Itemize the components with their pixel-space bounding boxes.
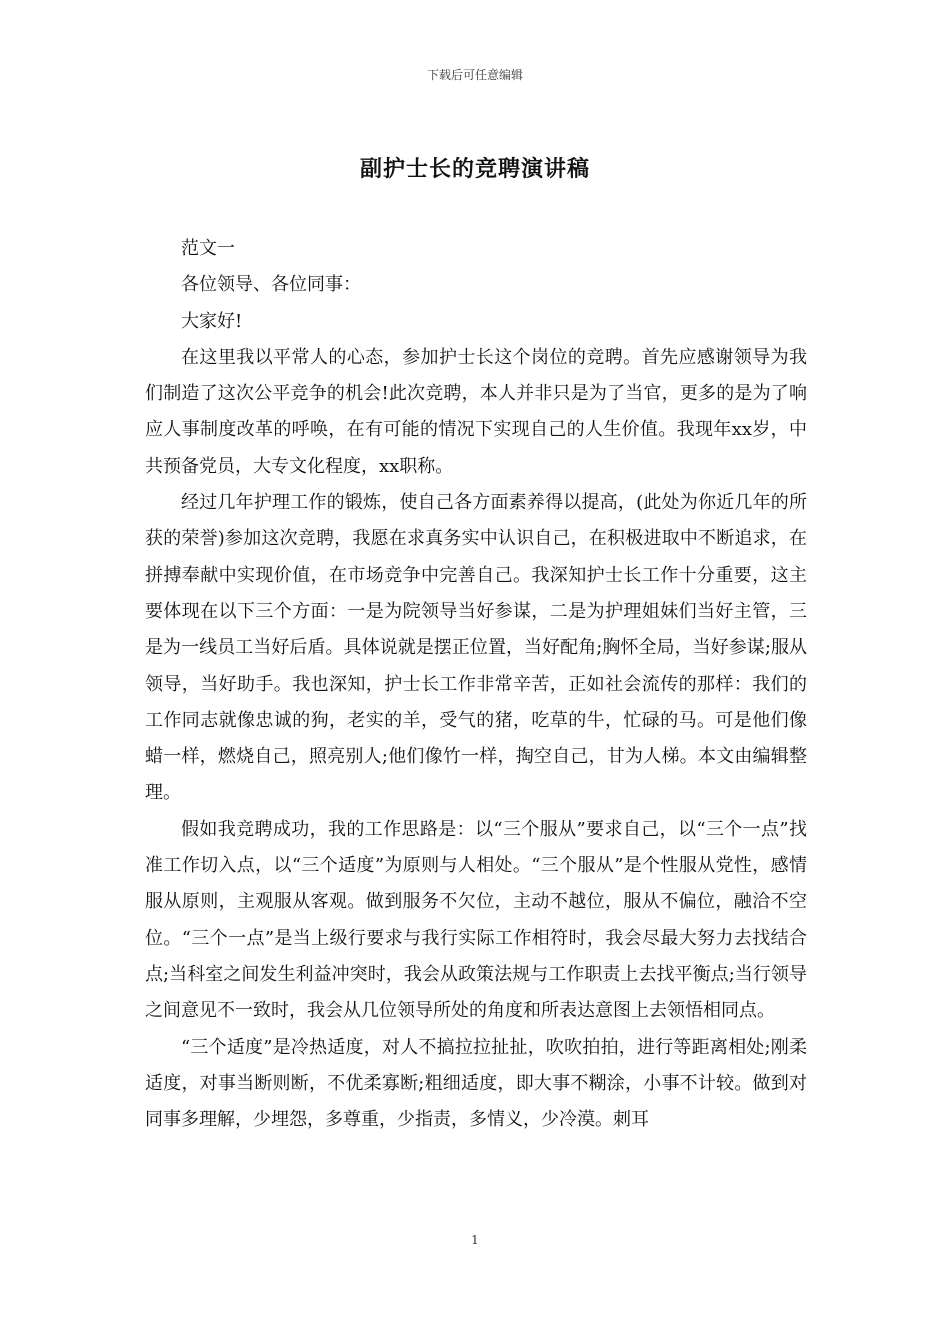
document-body — [145, 231, 807, 1138]
paragraph-work-plan: 假如我竞聘成功，我的工作思路是：以“三个服从”要求自己，以“三个一点”找准工作切入点，以“三个适度”为原则与人相处。“三个服从”是个性服从党性，感情服从原则，主观服从客观。做到服务不欠位，主动不越位，服从不偏位，融洽不空位。“三个一点”是当上级行要求与我行实际工作相符时，我会尽最大努力去找结合点;当科室之间发生利益冲突时，我会从政策法规与工作职责上去找平衡点;当行领导之间意见不一致时，我会从几位领导所处的角度和所表达意图上去领悟相同点。 — [145, 818, 807, 1022]
document-title: 副护士长的竞聘演讲稿 — [359, 156, 590, 182]
paragraph-salutation: 各位领导、各位同事： — [181, 274, 361, 296]
paragraph-introduction: 在这里我以平常人的心态，参加护士长这个岗位的竞聘。首先应感谢领导为我们制造了这次公平竞争的机会!此次竞聘，本人并非只是为了当官，更多的是为了响应人事制度改革的呼唤，在有可能的情况下实现自己的人生价值。我现年xx岁，中共预备党员，大专文化程度，xx职称。 — [145, 346, 807, 477]
paragraph-greeting: 大家好! — [181, 310, 243, 332]
paragraph-experience: 经过几年护理工作的锻炼，使自己各方面素养得以提高，(此处为你近几年的所获的荣誉)参加这次竞聘，我愿在求真务实中认识自己，在积极进取中不断追求，在拼搏奉献中实现价值，在市场竞争中完善自己。我深知护士长工作十分重要，这主要体现在以下三个方面：一是为院领导当好参谋，二是为护理姐妹们当好主管，三是为一线员工当好后盾。具体说就是摆正位置，当好配角;胸怀全局，当好参谋;服从领导，当好助手。我也深知，护士长工作非常辛苦，正如社会流传的那样：我们的工作同志就像忠诚的狗，老实的羊，受气的猪，吃草的牛，忙碌的马。可是他们像蜡一样，燃烧自己，照亮别人;他们像竹一样，掏空自己，甘为人梯。本文由编辑整理。 — [145, 492, 808, 804]
paragraph-sample-label: 范文一 — [181, 238, 235, 259]
page-number: 1 — [471, 1233, 479, 1247]
page-header: 下载后可任意编辑 — [426, 68, 523, 82]
paragraph-three-moderations: “三个适度”是冷热适度，对人不搞拉拉扯扯，吹吹拍拍，进行等距离相处;刚柔适度，对事当断则断，不优柔寡断;粗细适度，即大事不糊涂，小事不计较。做到对同事多理解，少埋怨，多尊重，少指责，多情义，少冷漠。刺耳 — [145, 1036, 807, 1131]
